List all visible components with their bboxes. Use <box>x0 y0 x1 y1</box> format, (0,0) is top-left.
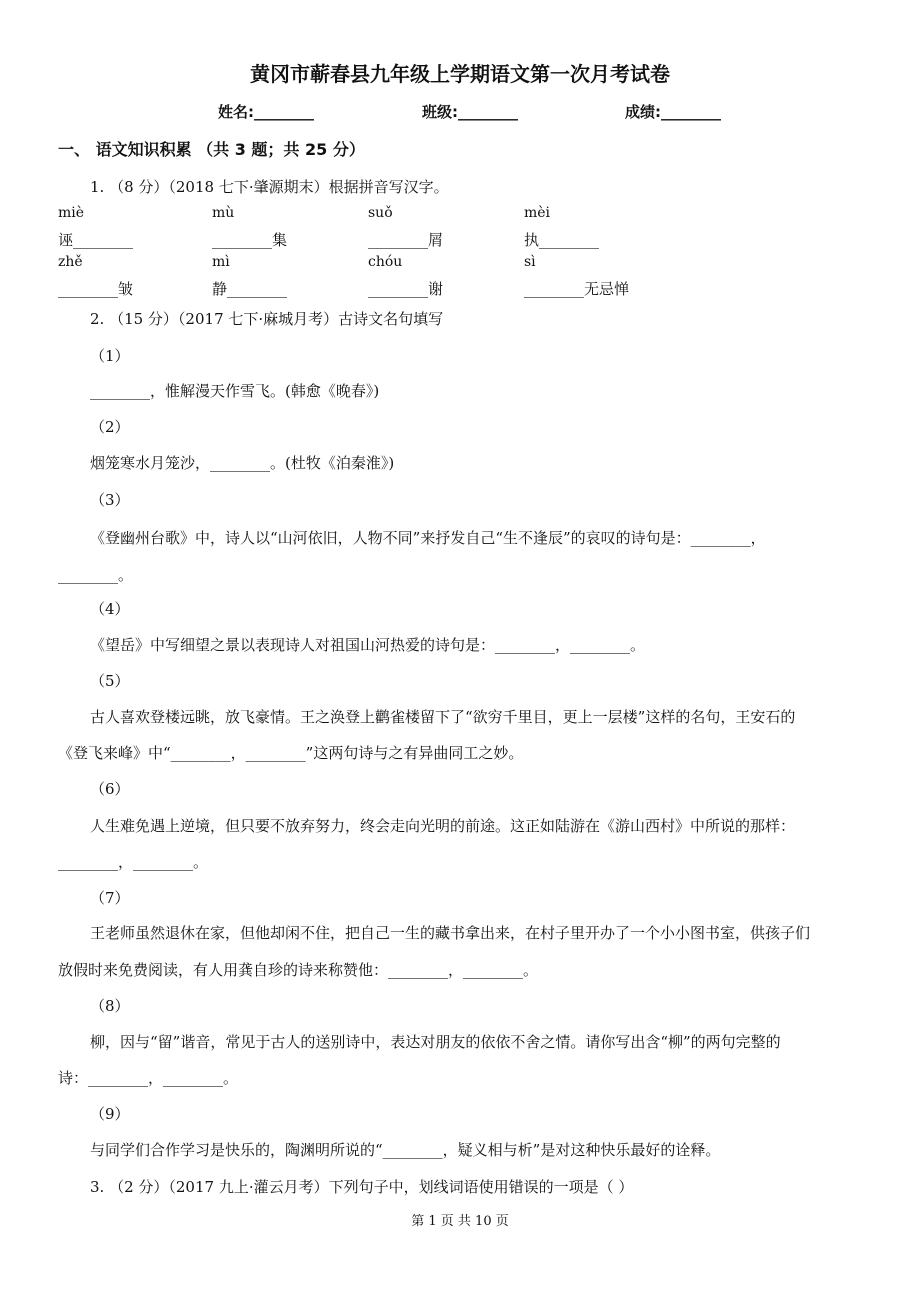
answer-blank: ________屑 <box>368 231 444 249</box>
subquestion-text: ________。 <box>58 566 134 584</box>
subquestion-text: 古人喜欢登楼远眺，放飞豪情。王之涣登上鹳雀楼留下了“欲穷千里目，更上一层楼”这样的名句，王安石的 <box>90 708 796 726</box>
subquestion-text: ________，________。 <box>58 853 209 871</box>
subquestion-number: （7） <box>90 889 130 907</box>
answer-blank: 静________ <box>212 280 288 298</box>
subquestion-number: （3） <box>90 491 130 509</box>
pinyin: zhě <box>58 254 83 270</box>
question-3-header: 3. （2 分）（2017 九上·灌云月考）下列句子中，划线词语使用错误的一项是（ ） <box>90 1178 634 1196</box>
subquestion-text: 王老师虽然退休在家，但他却闲不住，把自己一生的藏书拿出来，在村子里开办了一个小小图书室，供孩子们 <box>90 924 811 942</box>
pinyin: mèi <box>524 205 551 221</box>
pinyin: sì <box>524 254 536 270</box>
score-field: 成绩:________ <box>625 103 721 121</box>
page-footer: 第 1 页 共 10 页 <box>411 1214 509 1229</box>
subquestion-number: （2） <box>90 418 130 436</box>
answer-blank: ________谢 <box>368 280 444 298</box>
subquestion-text: 放假时来免费阅读，有人用龚自珍的诗来称赞他：________，________。 <box>58 961 539 979</box>
subquestion-text: 烟笼寒水月笼沙，________。(杜牧《泊秦淮》) <box>90 454 395 472</box>
answer-blank: ________集 <box>212 231 288 249</box>
subquestion-number: （5） <box>90 672 130 690</box>
answer-blank: 执________ <box>524 231 600 249</box>
page-title: 黄冈市蕲春县九年级上学期语文第一次月考试卷 <box>250 62 670 86</box>
subquestion-text: ________，惟解漫天作雪飞。(韩愈《晚春》) <box>90 382 380 400</box>
name-field: 姓名:________ <box>218 103 314 121</box>
subquestion-text: 诗：________，________。 <box>58 1069 239 1087</box>
subquestion-number: （8） <box>90 997 130 1015</box>
subquestion-text: 《登幽州台歌》中，诗人以“山河依旧，人物不同”来抒发自己“生不逢辰”的哀叹的诗句是：________， <box>90 529 766 547</box>
subquestion-text: 与同学们合作学习是快乐的，陶渊明所说的“________，疑义相与析”是对这种快乐最好的诠释。 <box>90 1141 721 1159</box>
question-2-header: 2. （15 分）（2017 七下·麻城月考）古诗文名句填写 <box>90 310 444 328</box>
class-field: 班级:________ <box>422 103 518 121</box>
pinyin: suǒ <box>368 205 393 221</box>
subquestion-number: （6） <box>90 780 130 798</box>
pinyin: mù <box>212 205 235 221</box>
subquestion-text: 《登飞来峰》中“________，________”这两句诗与之有异曲同工之妙。 <box>58 744 524 762</box>
pinyin: miè <box>58 205 85 221</box>
subquestion-number: （1） <box>90 347 130 365</box>
question-1-header: 1. （8 分）（2018 七下·肇源期末）根据拼音写汉字。 <box>90 178 449 196</box>
pinyin: mì <box>212 254 230 270</box>
subquestion-text: 《望岳》中写细望之景以表现诗人对祖国山河热爱的诗句是：________，________。 <box>90 636 646 654</box>
subquestion-number: （4） <box>90 600 130 618</box>
subquestion-text: 柳，因与“留”谐音，常见于古人的送别诗中，表达对朋友的依依不舍之情。请你写出含“柳”的两句完整的 <box>90 1033 781 1051</box>
subquestion-number: （9） <box>90 1105 130 1123</box>
answer-blank: ________皱 <box>58 280 134 298</box>
answer-blank: 诬________ <box>58 231 134 249</box>
section-heading: 一、 语文知识积累 （共 3 题；共 25 分） <box>58 140 365 159</box>
pinyin: chóu <box>368 254 403 270</box>
subquestion-text: 人生难免遇上逆境，但只要不放弃努力，终会走向光明的前途。这正如陆游在《游山西村》中所说的那样： <box>90 817 796 835</box>
answer-blank: ________无忌惮 <box>524 280 630 298</box>
